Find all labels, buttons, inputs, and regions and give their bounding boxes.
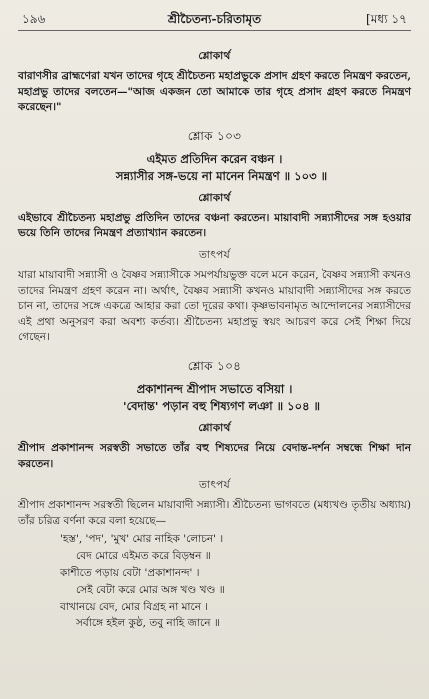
page-header [18, 8, 411, 31]
quoted-poem [18, 531, 411, 632]
poem-line: বাখানয়ে বেদ, মোর বিগ্রহ না মানে । [60, 600, 209, 613]
translation-text: বারাণসীর ব্রাহ্মণেরা যখন তাদের গৃহে শ্রীচৈতন্য মহাপ্রভুকে প্রসাদ গ্রহণ করতে নিমন্ত্রণ করতেন, মহাপ্রভু তাদের বলতেন—"আজ একজন তো আমাকে তার গৃহে প্রসাদ গ্রহণ করতে নিমন্ত্রণ করেছেন।" [18, 70, 411, 114]
translation-heading: শ্লোকার্থ [198, 191, 231, 204]
chapter-marker: [মধ্য ১৭ [366, 12, 407, 26]
sloka-heading: শ্লোক ১০৪ [187, 358, 242, 373]
sloka-heading: শ্লোক ১০৩ [187, 128, 242, 143]
translation-heading: শ্লোকার্থ [198, 421, 231, 434]
poem-line: সর্বাঙ্গে হইল কুষ্ঠ, তবু নাহি জানে ॥ [76, 617, 220, 630]
page-number: ১৯৬ [22, 12, 46, 26]
purport-heading: তাৎপর্য [199, 248, 230, 261]
verse-line: সন্ন্যাসীর সঙ্গ-ভয়ে না মানেন নিমন্ত্রণ ॥ ১০৩ ॥ [115, 168, 328, 183]
translation-text: এইভাবে শ্রীচৈতন্য মহাপ্রভু প্রতিদিন তাদের বঞ্চনা করতেন। মায়াবাদী সন্ন্যাসীদের সঙ্গ হওয়ার ভয়ে তিনি তাদের নিমন্ত্রণ প্রত্যাখ্যান করতেন। [18, 211, 411, 240]
poem-line: 'হস্ত', 'পদ', 'মুখ' মোর নাহিক 'লোচন' । [60, 533, 224, 546]
bleed-through-text [40, 34, 43, 43]
poem-line: কাশীতে পড়ায় বেটা 'প্রকাশানন্দ' । [60, 566, 200, 579]
purport-text: যারা মায়াবাদী সন্ন্যাসী ও বৈষ্ণব সন্ন্যাসীকে সমপর্যায়ভুক্ত বলে মনে করেন, বৈষ্ণব সন্ন্যাসী কখনও তাদের নিমন্ত্রণ গ্রহণ করেন না। অর্থাৎ, বৈষ্ণব সন্ন্যাসী কখনও মায়াবাদী সন্ন্যাসীদের সঙ্গ করতে চান না, তাদের সঙ্গে একত্রে আহার করা তো দূরের কথা। কৃষ্ণভাবনামৃত আন্দোলনের সন্ন্যাসীদের এই প্রথা অনুসরণ করা অবশ্য কর্তব্য। শ্রীচৈতন্য মহাপ্রভু স্বয়ং আচরণ করে সেই শিক্ষা দিয়ে গেছেন। [18, 268, 411, 344]
verse-line: এইমত প্রতিদিন করেন বঞ্চন । [146, 151, 283, 166]
verse-line: 'বেদান্ত' পড়ান বহু শিষ্যগণ লঞা ॥ ১০৪ ॥ [122, 398, 321, 413]
poem-line: বেদ মোরে এইমত করে বিড়ম্বন ॥ [76, 550, 211, 563]
translation-text: শ্রীপাদ প্রকাশানন্দ সরস্বতী সভাতে তাঁর বহু শিষ্যদের নিয়ে বেদান্ত-দর্শন সম্বন্ধে শিক্ষা দান করতেন। [18, 441, 411, 470]
purport-text: শ্রীপাদ প্রকাশানন্দ সরস্বতী ছিলেন মায়াবাদী সন্ন্যাসী। শ্রীচৈতন্য ভাগবতে (মধ্যখণ্ড তৃতীয় অধ্যায়) তাঁর চরিত্র বর্ণনা করে বলা হয়েছে— [18, 499, 411, 527]
purport-heading: তাৎপর্য [199, 479, 230, 492]
verse-line: প্রকাশানন্দ শ্রীপাদ সভাতে বসিয়া । [136, 381, 293, 396]
poem-line: সেই বেটা করে মোর অঙ্গ খণ্ড খণ্ড ॥ [76, 583, 225, 596]
book-title: শ্রীচৈতন্য-চরিতামৃত [167, 12, 262, 26]
translation-heading: শ্লোকার্থ [198, 50, 231, 62]
